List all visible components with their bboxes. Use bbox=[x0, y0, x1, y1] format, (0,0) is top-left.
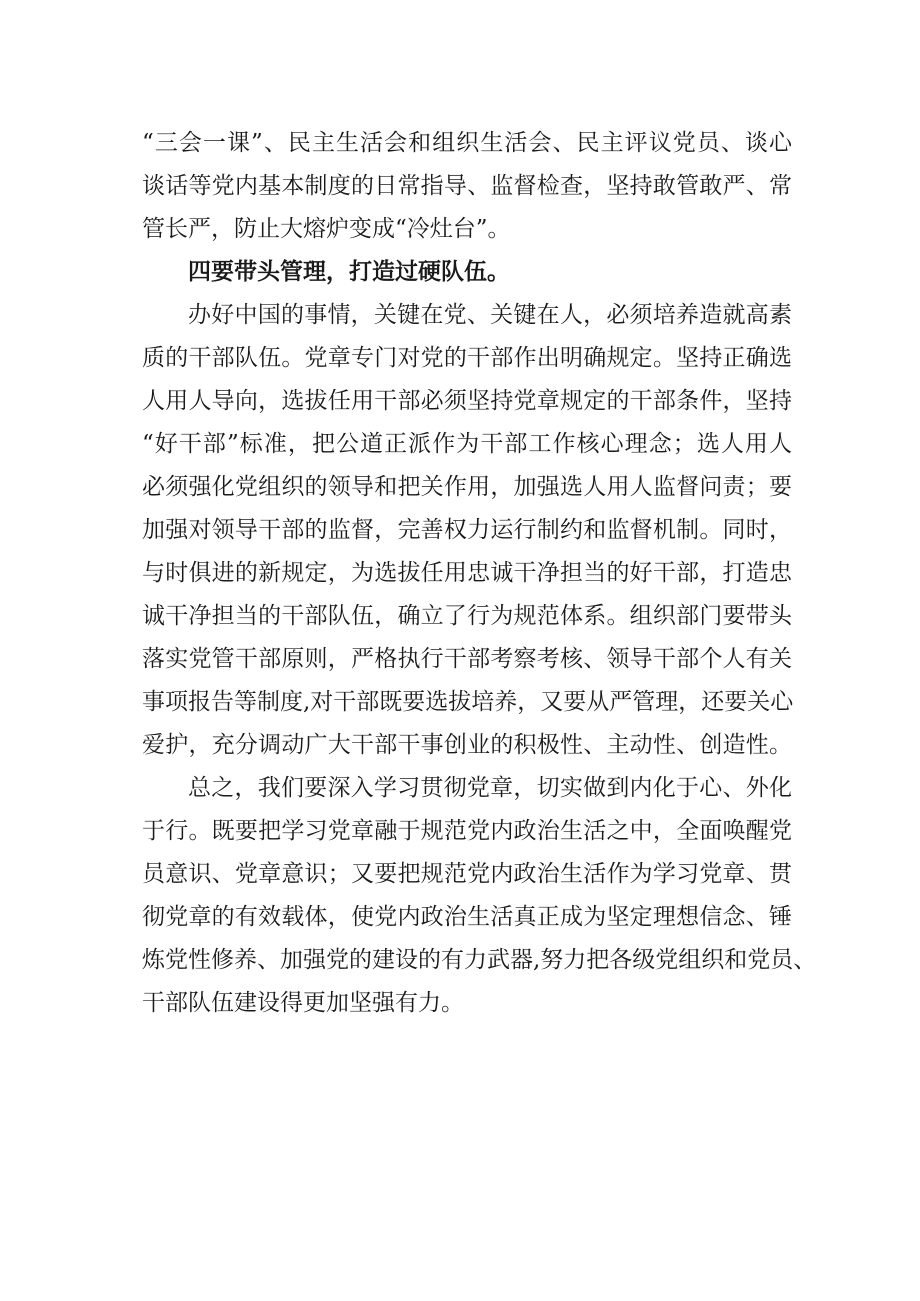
text-line: 办好中国的事情，关键在党、关键在人，必须培养造就高素 bbox=[188, 302, 792, 328]
text-line: 质的干部队伍。党章专门对党的干部作出明确规定。坚持正确选 bbox=[142, 345, 792, 371]
text-line: 管长严，防止大熔炉变成“冷灶台”。 bbox=[142, 216, 511, 242]
text-line: 于行。既要把学习党章融于规范党内政治生活之中，全面唤醒党 bbox=[142, 818, 792, 844]
text-line: 诚干净担当的干部队伍，确立了行为规范体系。组织部门要带头 bbox=[142, 603, 792, 629]
text-line: 员意识、党章意识；又要把规范党内政治生活作为学习党章、贯 bbox=[142, 861, 792, 887]
text-line: “好干部”标准，把公道正派作为干部工作核心理念；选人用人 bbox=[142, 431, 792, 457]
text-line: 彻党章的有效载体，使党内政治生活真正成为坚定理想信念、锤 bbox=[142, 904, 792, 930]
text-line: 事项报告等制度,对干部既要选拔培养，又要从严管理，还要关心 bbox=[142, 689, 794, 715]
text-line: 落实党管干部原则，严格执行干部考察考核、领导干部个人有关 bbox=[142, 646, 792, 672]
text-line: 干部队伍建设得更加坚强有力。 bbox=[142, 990, 464, 1016]
text-line: 总之，我们要深入学习贯彻党章，切实做到内化于心、外化 bbox=[188, 775, 792, 801]
text-line: 加强对领导干部的监督，完善权力运行制约和监督机制。同时， bbox=[142, 517, 792, 543]
text-line: 必须强化党组织的领导和把关作用，加强选人用人监督问责；要 bbox=[142, 474, 792, 500]
text-line: 谈话等党内基本制度的日常指导、监督检查，坚持敢管敢严、常 bbox=[142, 173, 792, 199]
section-heading: 四要带头管理，打造过硬队伍。 bbox=[188, 259, 510, 285]
text-line: 爱护，充分调动广大干部干事创业的积极性、主动性、创造性。 bbox=[142, 732, 792, 758]
text-line: 与时俱进的新规定，为选拔任用忠诚干净担当的好干部，打造忠 bbox=[142, 560, 792, 586]
text-line: “三会一课”、民主生活会和组织生活会、民主评议党员、谈心 bbox=[142, 130, 792, 156]
text-line: 人用人导向，选拔任用干部必须坚持党章规定的干部条件，坚持 bbox=[142, 388, 792, 414]
text-line: 炼党性修养、加强党的建设的有力武器,努力把各级党组织和党员、 bbox=[142, 947, 817, 973]
